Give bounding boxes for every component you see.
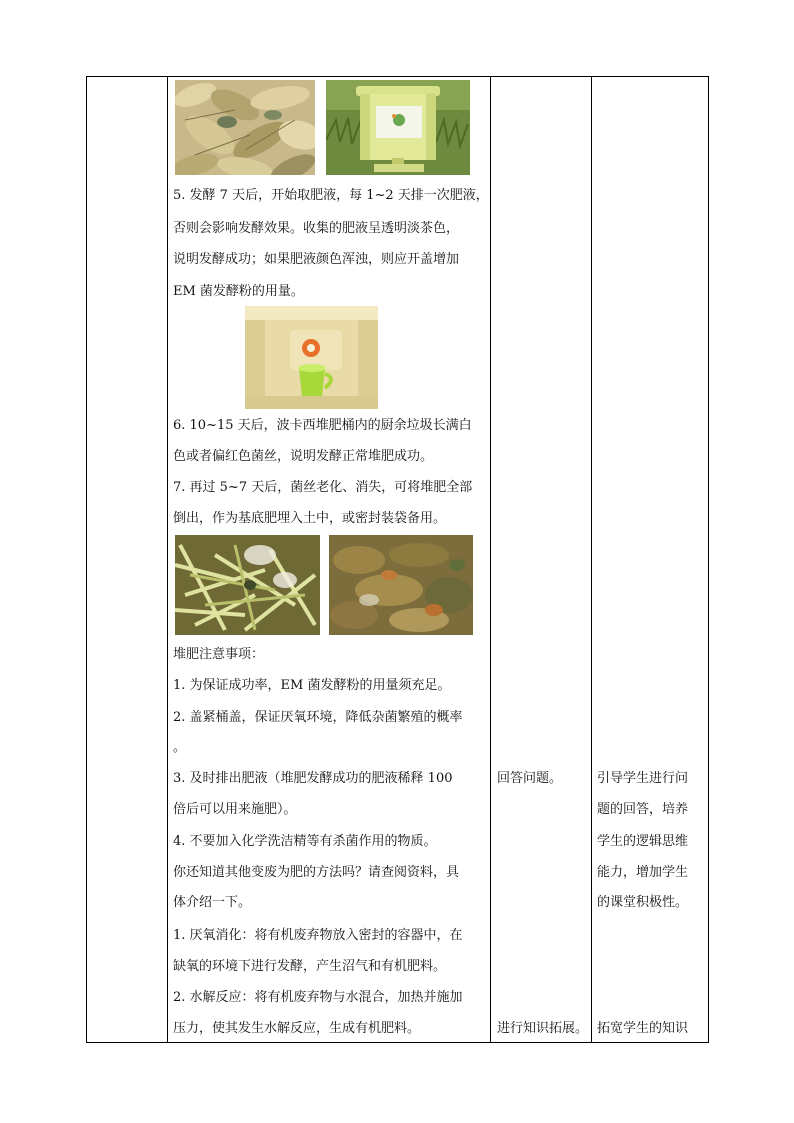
step5-line-2: 否则会影响发酵效果。收集的肥液呈透明淡茶色， <box>173 221 460 236</box>
method-2-line-2: 压力，使其发生水解反应，生成有机肥料。 <box>173 1021 421 1036</box>
table-border-col2 <box>167 76 168 1043</box>
step7-line-2: 倒出，作为基底肥埋入土中，或密封装袋备用。 <box>173 511 447 526</box>
method-1-line-1: 1. 厌氧消化：将有机废弃物放入密封的容器中，在 <box>173 928 463 943</box>
table-border-col4 <box>591 76 592 1043</box>
step5-line-3: 说明发酵成功；如果肥液颜色浑浊，则应开盖增加 <box>173 252 460 267</box>
note-1: 1. 为保证成功率，EM 菌发酵粉的用量须充足。 <box>173 678 451 693</box>
purpose-line-5: 的课堂积极性。 <box>597 895 689 910</box>
question-line-2: 体介绍一下。 <box>173 895 252 910</box>
purpose-2-line-1: 拓宽学生的知识 <box>597 1021 689 1036</box>
note-4: 4. 不要加入化学洗洁精等有杀菌作用的物质。 <box>173 834 437 849</box>
finished-compost-photo <box>329 535 473 635</box>
note-2-continued: 。 <box>173 740 187 755</box>
question-line-1: 你还知道其他变废为肥的方法吗？请查阅资料，具 <box>173 865 460 880</box>
table-bottom-border <box>86 1042 708 1043</box>
table-border-right <box>708 76 709 1043</box>
step6-line-1: 6. 10~15 天后，波卡西堆肥桶内的厨余垃圾长满白 <box>173 418 472 433</box>
purpose-line-1: 引导学生进行问 <box>597 771 689 786</box>
note-3-continued: 倍后可以用来施肥）。 <box>173 802 297 817</box>
food-waste-photo <box>175 80 315 175</box>
purpose-line-4: 能力，增加学生 <box>597 865 689 880</box>
step5-line-1: 5. 发酵 7 天后，开始取肥液，每 1~2 天排一次肥液， <box>173 188 489 203</box>
notes-title: 堆肥注意事项： <box>173 647 265 662</box>
step5-line-4: EM 菌发酵粉的用量。 <box>173 284 304 299</box>
step6-line-2: 色或者偏红色菌丝，说明发酵正常堆肥成功。 <box>173 449 434 464</box>
method-2-line-1: 2. 水解反应：将有机废弃物与水混合，加热并施加 <box>173 990 463 1005</box>
method-1-line-2: 缺氧的环境下进行发酵，产生沼气和有机肥料。 <box>173 959 447 974</box>
note-2: 2. 盖紧桶盖，保证厌氧环境，降低杂菌繁殖的概率 <box>173 710 463 725</box>
purpose-line-3: 学生的逻辑思维 <box>597 834 689 849</box>
student-extend: 进行知识拓展。 <box>497 1021 589 1036</box>
student-answer: 回答问题。 <box>497 771 563 786</box>
table-border-left <box>86 76 87 1043</box>
mycelium-photo <box>175 535 320 635</box>
liquid-tap-photo <box>245 306 378 409</box>
compost-bin-photo <box>326 80 470 175</box>
step7-line-1: 7. 再过 5~7 天后，菌丝老化、消失，可将堆肥全部 <box>173 480 473 495</box>
table-border-col3 <box>490 76 491 1043</box>
table-top-border <box>86 76 708 77</box>
note-3: 3. 及时排出肥液（堆肥发酵成功的肥液稀释 100 <box>173 771 453 786</box>
purpose-line-2: 题的回答，培养 <box>597 802 689 817</box>
